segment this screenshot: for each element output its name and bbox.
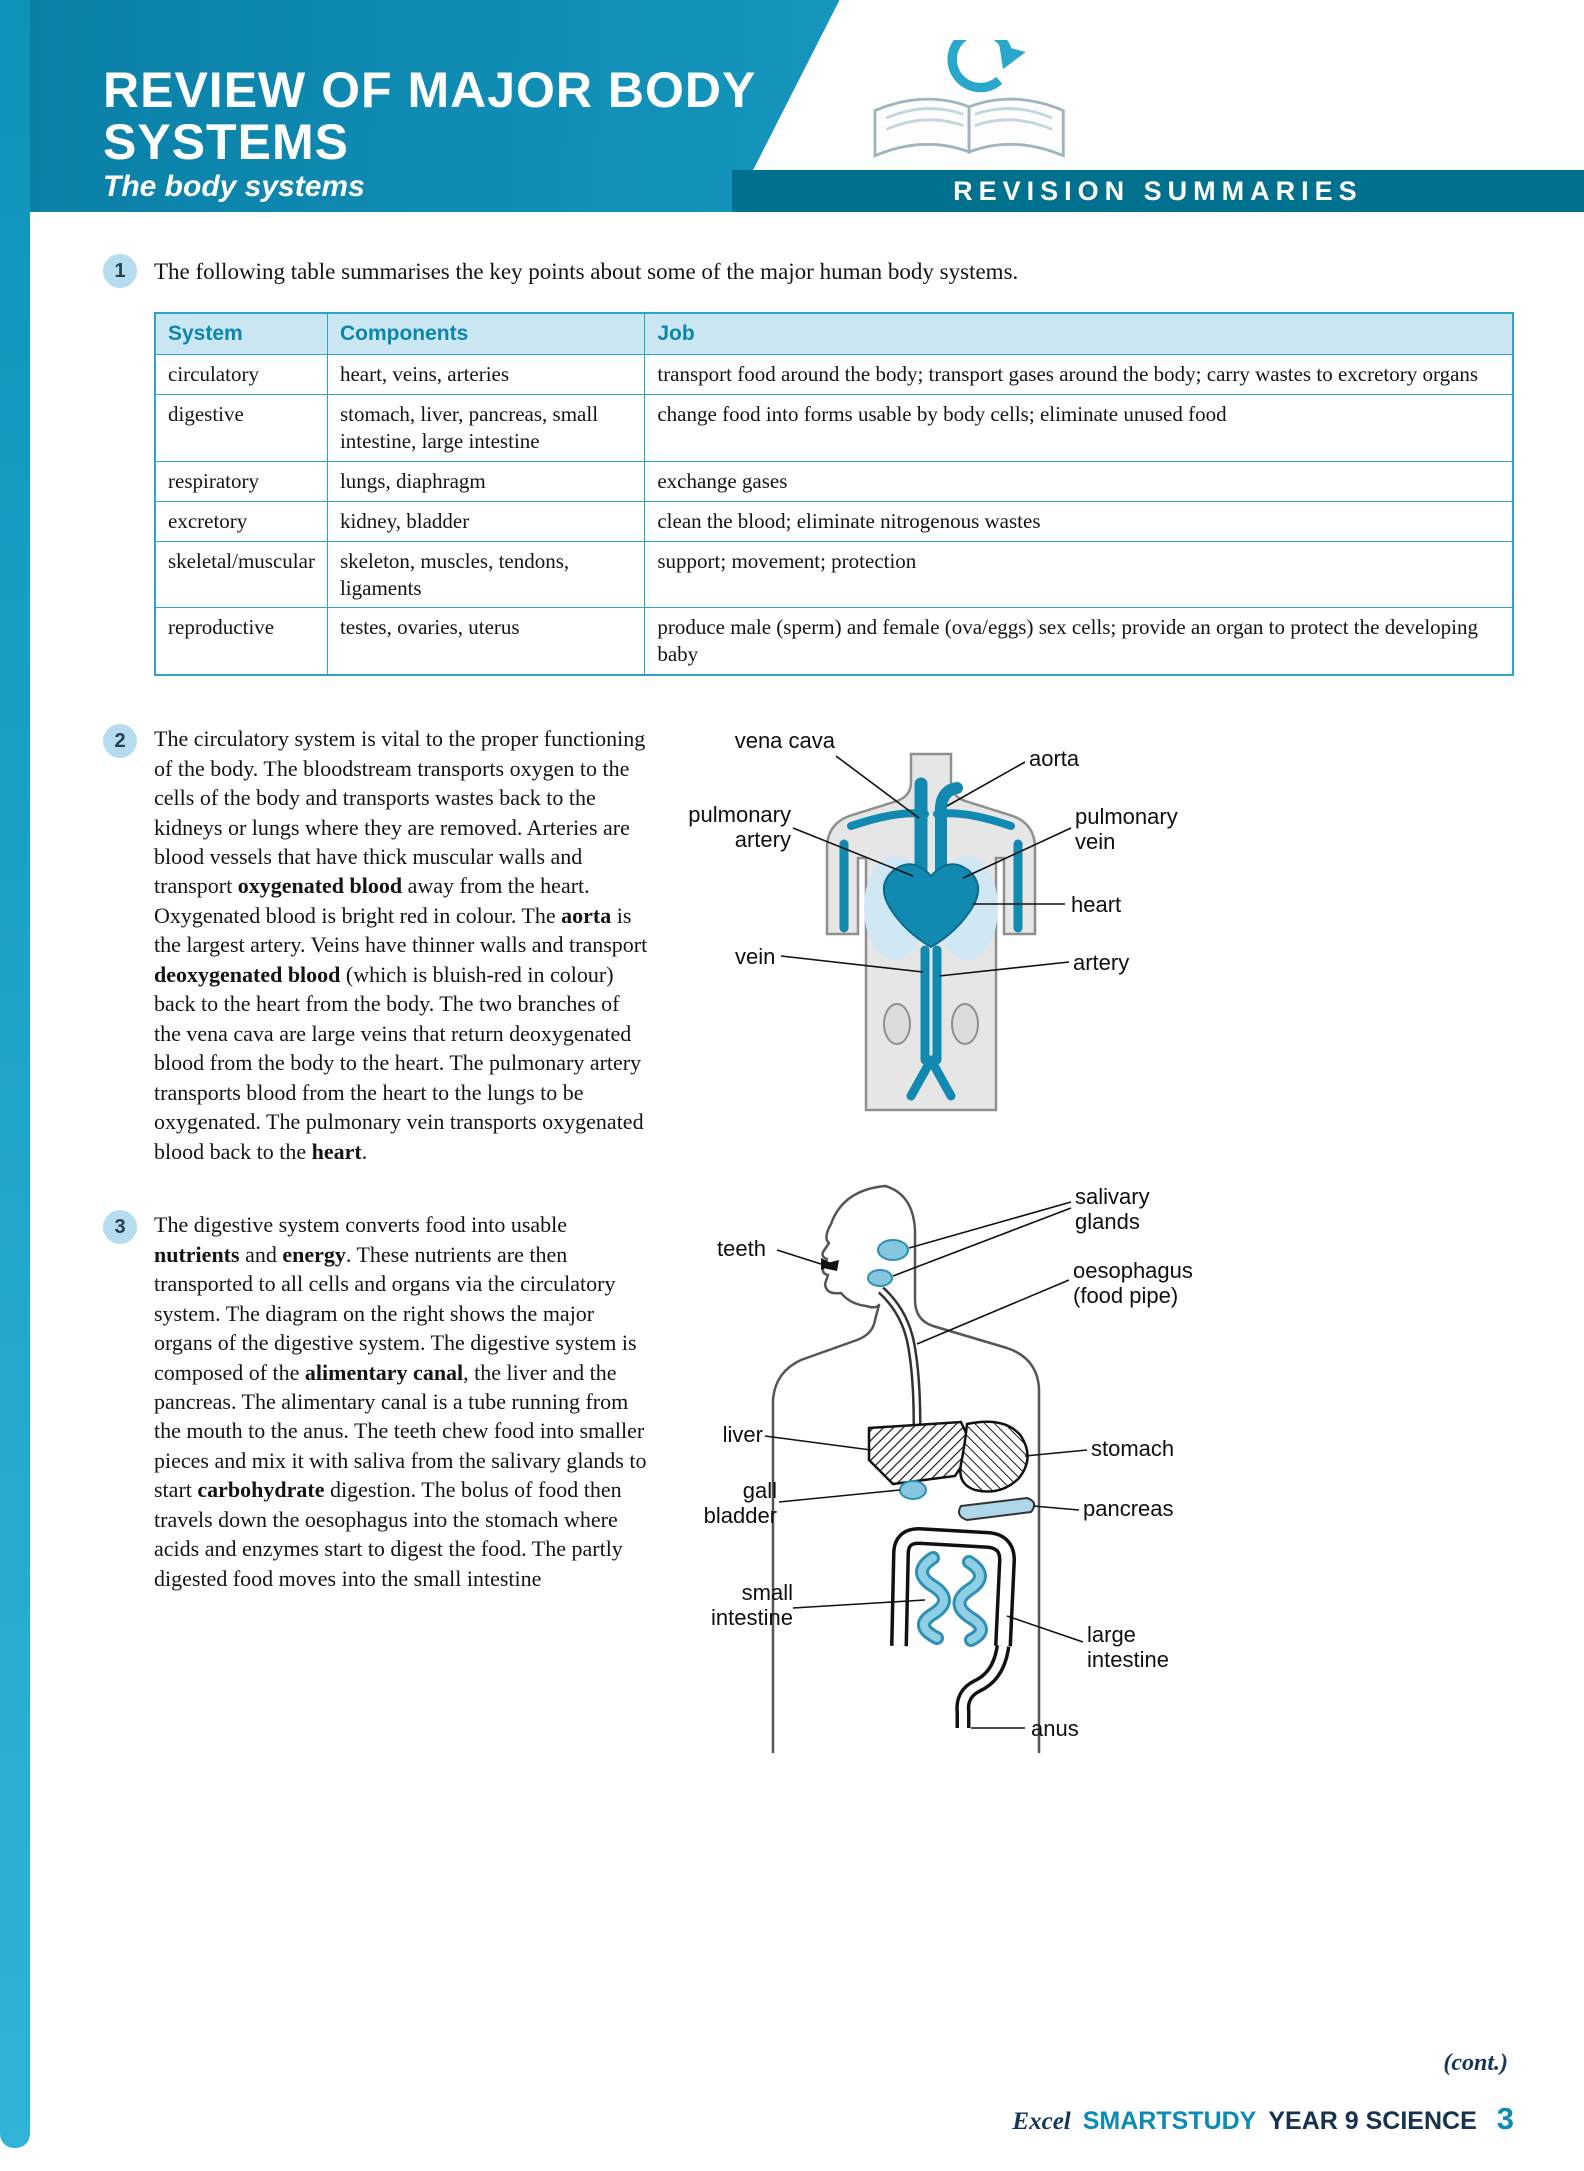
page-title-line1: REVIEW OF MAJOR BODY xyxy=(103,62,757,118)
large-intestine-shape xyxy=(899,1536,1007,1728)
table-cell: stomach, liver, pancreas, small intestine, large intestine xyxy=(327,395,644,462)
label-oesophagus: oesophagus (food pipe) xyxy=(1073,1258,1193,1309)
table-cell: transport food around the body; transport gases around the body; carry wastes to excretory organs xyxy=(645,355,1513,395)
table-row xyxy=(155,501,1513,541)
table-cell: support; movement; protection xyxy=(645,541,1513,608)
table-row xyxy=(155,395,1513,462)
revision-summaries-banner: REVISION SUMMARIES xyxy=(732,170,1584,212)
footer-page-number: 3 xyxy=(1496,2101,1514,2136)
label-stomach: stomach xyxy=(1091,1436,1175,1462)
open-book-icon xyxy=(858,40,1084,166)
page-subtitle: The body systems xyxy=(103,170,365,203)
item-2-text: The circulatory system is vital to the proper functioning of the body. The bloodstream transports oxygen to the cells of the body and transports wastes back to the kidneys or lungs where they are removed. Arteries are blood vessels that have thick muscular walls and transport oxygenated blood away from the heart. Oxygenated blood is bright red in colour. The aorta is the largest artery. Veins have thinner walls and transport deoxygenated blood (which is bluish-red in colour) back to the heart from the body. The two branches of the vena cava are large veins that return deoxygenated blood from the body to the heart. The pulmonary artery transports blood from the heart to the lungs to be oxygenated. The pulmonary vein transports oxygenated blood back to the heart. xyxy=(154,726,648,1164)
label-liver: liver xyxy=(722,1422,763,1448)
table-cell: circulatory xyxy=(155,355,327,395)
table-header-job: Job xyxy=(645,313,1513,355)
numbered-item-3 xyxy=(103,1208,651,1593)
table-cell: clean the blood; eliminate nitrogenous wastes xyxy=(645,501,1513,541)
figure-circulatory xyxy=(673,726,1213,1126)
table-cell: skeletal/muscular xyxy=(155,541,327,608)
page-header xyxy=(0,0,1584,212)
refresh-arrowhead xyxy=(999,45,1025,69)
page-footer xyxy=(1012,2101,1514,2137)
small-intestine-shape xyxy=(922,1558,981,1640)
item-1-text: The following table summarises the key points about some of the major human body systems. xyxy=(154,259,1019,284)
table-body xyxy=(155,355,1513,675)
item-3-text: The digestive system converts food into usable nutrients and energy. These nutrients are then transported to all cells and organs via the circulatory system. The diagram on the right shows the major organs of the digestive system. The digestive system is composed of the alimentary canal, the liver and the pancreas. The alimentary canal is a tube running from the mouth to the anus. The teeth chew food into smaller pieces and mix it with saliva from the salivary glands to start carbohydrate digestion. The bolus of food then travels down the oesophagus into the stomach where acids and enzymes start to digest the food. The partly digested food moves into the small intestine xyxy=(154,1212,647,1591)
label-vein: vein xyxy=(735,944,776,970)
label-pulmonary-vein: pulmonary vein xyxy=(1075,804,1178,855)
table-row xyxy=(155,541,1513,608)
label-pulmonary-artery: pulmonary artery xyxy=(688,802,791,853)
table-cell: kidney, bladder xyxy=(327,501,644,541)
body-systems-table xyxy=(154,312,1514,676)
label-aorta: aorta xyxy=(1029,746,1080,772)
kidney-shape xyxy=(952,1004,978,1044)
table-cell: heart, veins, arteries xyxy=(327,355,644,395)
table-cell: produce male (sperm) and female (ova/eggs) sex cells; provide an organ to protect the developing baby xyxy=(645,608,1513,675)
footer-brand: Excel xyxy=(1012,2108,1071,2135)
label-anus: anus xyxy=(1031,1716,1079,1742)
page-content xyxy=(0,212,1584,1782)
table-cell: testes, ovaries, uterus xyxy=(327,608,644,675)
salivary-glands-shape xyxy=(868,1240,908,1286)
label-heart: heart xyxy=(1071,892,1122,918)
table-cell: skeleton, muscles, tendons, ligaments xyxy=(327,541,644,608)
circulatory-diagram-art xyxy=(673,726,1213,1126)
label-gall-bladder: gall bladder xyxy=(703,1478,777,1529)
numbered-item-2 xyxy=(103,722,651,1166)
label-small-intestine: small intestine xyxy=(711,1580,793,1631)
table-cell: exchange gases xyxy=(645,461,1513,501)
table-cell: lungs, diaphragm xyxy=(327,461,644,501)
pancreas-shape xyxy=(959,1498,1034,1520)
section-2-3 xyxy=(103,722,1514,1782)
label-pancreas: pancreas xyxy=(1083,1496,1174,1522)
numbered-item-1 xyxy=(103,252,1514,288)
label-salivary-glands: salivary glands xyxy=(1075,1184,1150,1235)
item-number-badge: 2 xyxy=(103,724,137,758)
table-row xyxy=(155,608,1513,675)
label-artery: artery xyxy=(1073,950,1130,976)
item-number-badge: 1 xyxy=(103,254,137,288)
figure-digestive xyxy=(673,1172,1213,1782)
table-cell: change food into forms usable by body cells; eliminate unused food xyxy=(645,395,1513,462)
section-1 xyxy=(103,252,1514,676)
footer-series: SMARTSTUDY xyxy=(1082,2107,1257,2135)
figure-column xyxy=(673,722,1514,1782)
table-header-system: System xyxy=(155,313,327,355)
table-header-components: Components xyxy=(327,313,644,355)
open-book-icon-art xyxy=(858,40,1084,166)
table-cell: respiratory xyxy=(155,461,327,501)
page-title xyxy=(103,64,756,168)
text-column xyxy=(103,722,651,1782)
stomach-shape xyxy=(960,1422,1027,1492)
continued-note: (cont.) xyxy=(1443,2050,1508,2076)
page-title-line2: SYSTEMS xyxy=(103,114,349,170)
table-cell: excretory xyxy=(155,501,327,541)
label-large-intestine: large intestine xyxy=(1087,1622,1169,1673)
gall-bladder-shape xyxy=(900,1481,926,1499)
kidney-shape xyxy=(884,1004,910,1044)
label-teeth: teeth xyxy=(717,1236,766,1262)
liver-shape xyxy=(869,1422,973,1484)
table-row xyxy=(155,461,1513,501)
table-header-row xyxy=(155,313,1513,355)
left-edge-bar xyxy=(0,0,30,2148)
item-number-badge: 3 xyxy=(103,1210,137,1244)
table-cell: reproductive xyxy=(155,608,327,675)
footer-book-title: YEAR 9 SCIENCE xyxy=(1268,2107,1477,2135)
table-row xyxy=(155,355,1513,395)
table-cell: digestive xyxy=(155,395,327,462)
label-vena-cava: vena cava xyxy=(734,728,835,754)
